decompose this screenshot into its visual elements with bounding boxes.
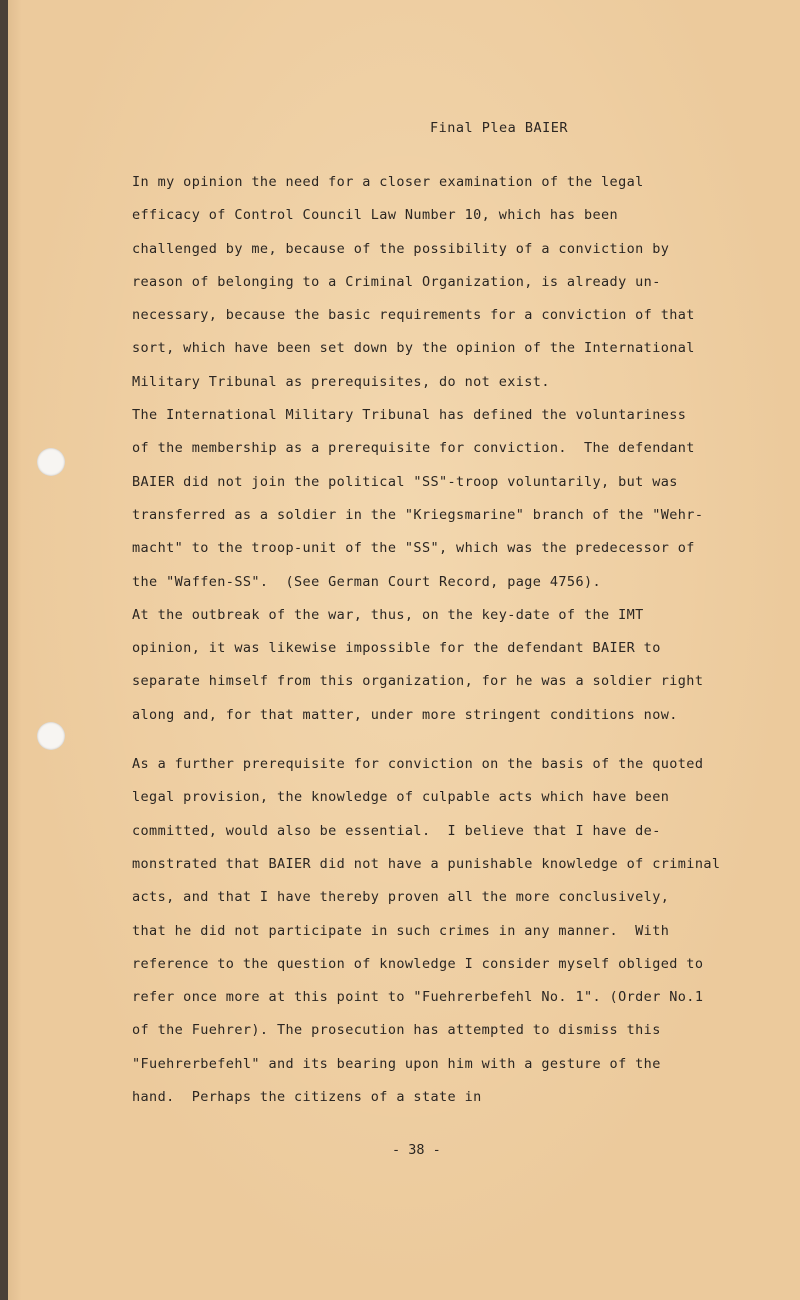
- text-line: acts, and that I have thereby proven all the more conclusively,: [132, 889, 670, 906]
- text-line: As a further prerequisite for conviction on the basis of the quoted: [132, 756, 704, 773]
- text-line: that he did not participate in such crimes in any manner. With: [132, 922, 670, 939]
- punch-hole: [37, 448, 65, 476]
- text-line: The International Military Tribunal has defined the voluntariness: [132, 407, 687, 424]
- page-header: Final Plea BAIER: [430, 120, 569, 136]
- page-number: - 38 -: [392, 1142, 441, 1158]
- text-line: "Fuehrerbefehl" and its bearing upon him with a gesture of the: [132, 1055, 661, 1072]
- text-line: necessary, because the basic requirements for a conviction of that: [132, 307, 695, 324]
- body-text: [132, 166, 772, 1114]
- text-line: efficacy of Control Council Law Number 10, which has been: [132, 207, 619, 224]
- text-line: opinion, it was likewise impossible for the defendant BAIER to: [132, 640, 661, 657]
- text-line: Military Tribunal as prerequisites, do not exist.: [132, 373, 550, 390]
- text-line: of the Fuehrer). The prosecution has attempted to dismiss this: [132, 1022, 661, 1039]
- text-line: along and, for that matter, under more stringent conditions now.: [132, 706, 678, 723]
- paragraph: [132, 166, 772, 399]
- punch-hole: [37, 722, 65, 750]
- paragraph-gap: [132, 732, 772, 748]
- text-line: BAIER did not join the political "SS"-troop voluntarily, but was: [132, 473, 678, 490]
- paragraph: [132, 599, 772, 732]
- text-line: challenged by me, because of the possibility of a conviction by: [132, 240, 670, 257]
- text-line: reference to the question of knowledge I consider myself obliged to: [132, 955, 704, 972]
- text-line: the "Waffen-SS". (See German Court Record, page 4756).: [132, 573, 602, 590]
- text-line: monstrated that BAIER did not have a punishable knowledge of criminal: [132, 855, 721, 872]
- text-line: reason of belonging to a Criminal Organization, is already un-: [132, 273, 661, 290]
- text-line: hand. Perhaps the citizens of a state in: [132, 1089, 482, 1106]
- text-line: of the membership as a prerequisite for conviction. The defendant: [132, 440, 695, 457]
- document-page: [8, 0, 800, 1300]
- text-line: At the outbreak of the war, thus, on the key-date of the IMT: [132, 606, 644, 623]
- text-line: In my opinion the need for a closer examination of the legal: [132, 174, 644, 190]
- text-line: legal provision, the knowledge of culpable acts which have been: [132, 789, 670, 806]
- paragraph: [132, 748, 772, 1114]
- text-line: separate himself from this organization, for he was a soldier right: [132, 673, 704, 690]
- paragraph: [132, 399, 772, 599]
- text-line: committed, would also be essential. I believe that I have de-: [132, 822, 661, 839]
- text-line: transferred as a soldier in the "Kriegsmarine" branch of the "Wehr-: [132, 506, 704, 523]
- text-line: refer once more at this point to "Fuehrerbefehl No. 1". (Order No.1: [132, 989, 704, 1006]
- text-line: macht" to the troop-unit of the "SS", which was the predecessor of: [132, 540, 695, 557]
- text-line: sort, which have been set down by the opinion of the International: [132, 340, 695, 357]
